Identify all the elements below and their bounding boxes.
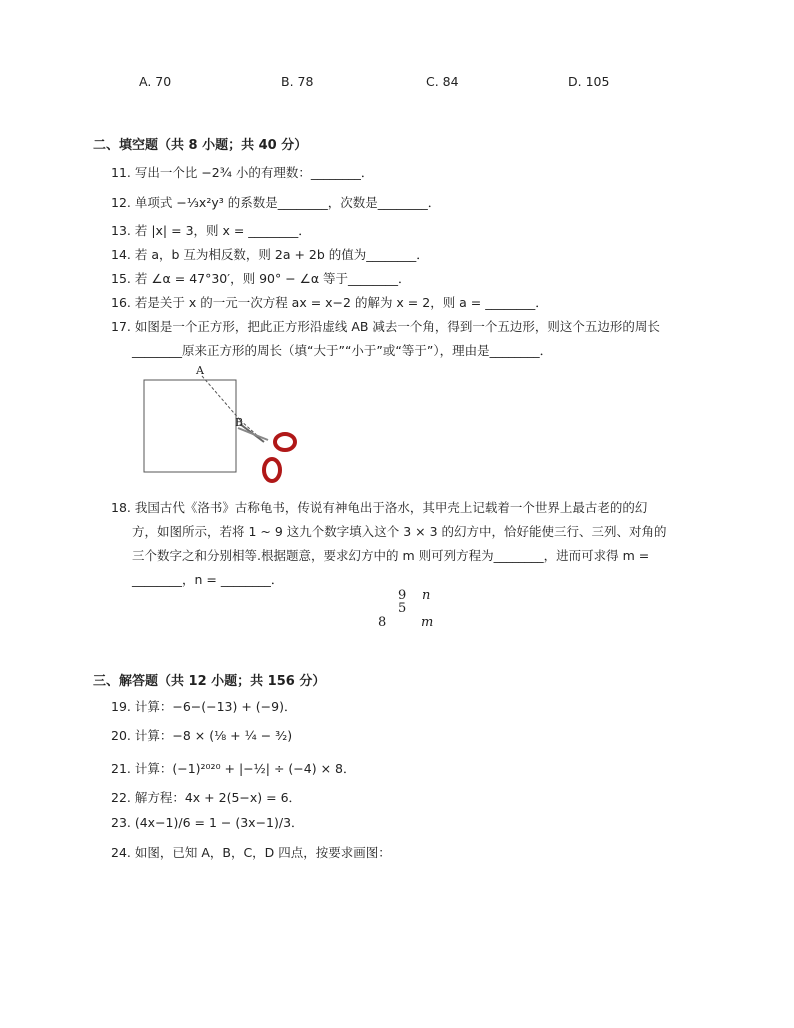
label-a: A bbox=[196, 364, 204, 377]
square-outline bbox=[144, 380, 236, 472]
square-cut-figure bbox=[140, 362, 310, 487]
question-24: 24. 如图，已知 A，B，C，D 四点，按要求画图： bbox=[111, 845, 391, 860]
section2-heading: 二、填空题（共 8 小题；共 40 分） bbox=[93, 138, 308, 153]
question-21: 21. 计算：(−1)²⁰²⁰ + |−½| ÷ (−4) × 8． bbox=[111, 761, 356, 776]
dashed-cut-line bbox=[202, 376, 240, 420]
question-12: 12. 单项式 −⅓x²y³ 的系数是________，次数是________． bbox=[111, 195, 441, 210]
option-d: D. 105 bbox=[568, 74, 610, 89]
option-a: A. 70 bbox=[139, 74, 172, 89]
label-b: B bbox=[235, 416, 244, 429]
question-19: 19. 计算：−6−(−13) + (−9)． bbox=[111, 699, 297, 714]
magic-r3c1: 8 bbox=[378, 615, 387, 630]
magic-r3c3: m bbox=[421, 615, 434, 630]
question-16: 16. 若是关于 x 的一元一次方程 ax = x−2 的解为 x = 2，则 a = ________． bbox=[111, 295, 548, 310]
question-14: 14. 若 a，b 互为相反数，则 2a + 2b 的值为________． bbox=[111, 247, 429, 262]
magic-r2c2: 5 bbox=[398, 601, 407, 616]
question-13: 13. 若 |x| = 3，则 x = ________． bbox=[111, 223, 311, 238]
option-c: C. 84 bbox=[426, 74, 459, 89]
question-18-line1: 18. 我国古代《洛书》古称龟书，传说有神龟出于洛水，其甲壳上记载着一个世界上最古老的的幻 bbox=[111, 500, 648, 515]
question-11: 11. 写出一个比 −2¾ 小的有理数：________． bbox=[111, 165, 374, 180]
magic-r1c2: 9 bbox=[398, 588, 407, 603]
question-18-line4: ________，n = ________． bbox=[132, 572, 284, 587]
section3-heading: 三、解答题（共 12 小题；共 156 分） bbox=[93, 674, 326, 689]
question-18-line2: 方，如图所示，若将 1 ~ 9 这九个数字填入这个 3 × 3 的幻方中，恰好能使三行、三列、对角的 bbox=[132, 524, 667, 539]
magic-r1c3: n bbox=[422, 588, 431, 603]
option-b: B. 78 bbox=[281, 74, 314, 89]
question-22: 22. 解方程：4x + 2(5−x) = 6． bbox=[111, 790, 302, 805]
question-17-line2: ________原来正方形的周长（填“大于”“小于”或“等于”），理由是________． bbox=[132, 343, 553, 358]
scissors-icon bbox=[238, 424, 295, 481]
question-15: 15. 若 ∠α = 47°30′，则 90° − ∠α 等于________． bbox=[111, 271, 411, 286]
question-18-line3: 三个数字之和分别相等.根据题意，要求幻方中的 m 则可列方程为________，进而可求得 m = bbox=[132, 548, 650, 563]
question-23: 23. (4x−1)/6 = 1 − (3x−1)/3． bbox=[111, 815, 304, 830]
question-17-line1: 17. 如图是一个正方形，把此正方形沿虚线 AB 减去一个角，得到一个五边形，则这个五边形的周长 bbox=[111, 319, 660, 334]
question-20: 20. 计算：−8 × (⅛ + ¼ − ³⁄₂) bbox=[111, 728, 293, 743]
